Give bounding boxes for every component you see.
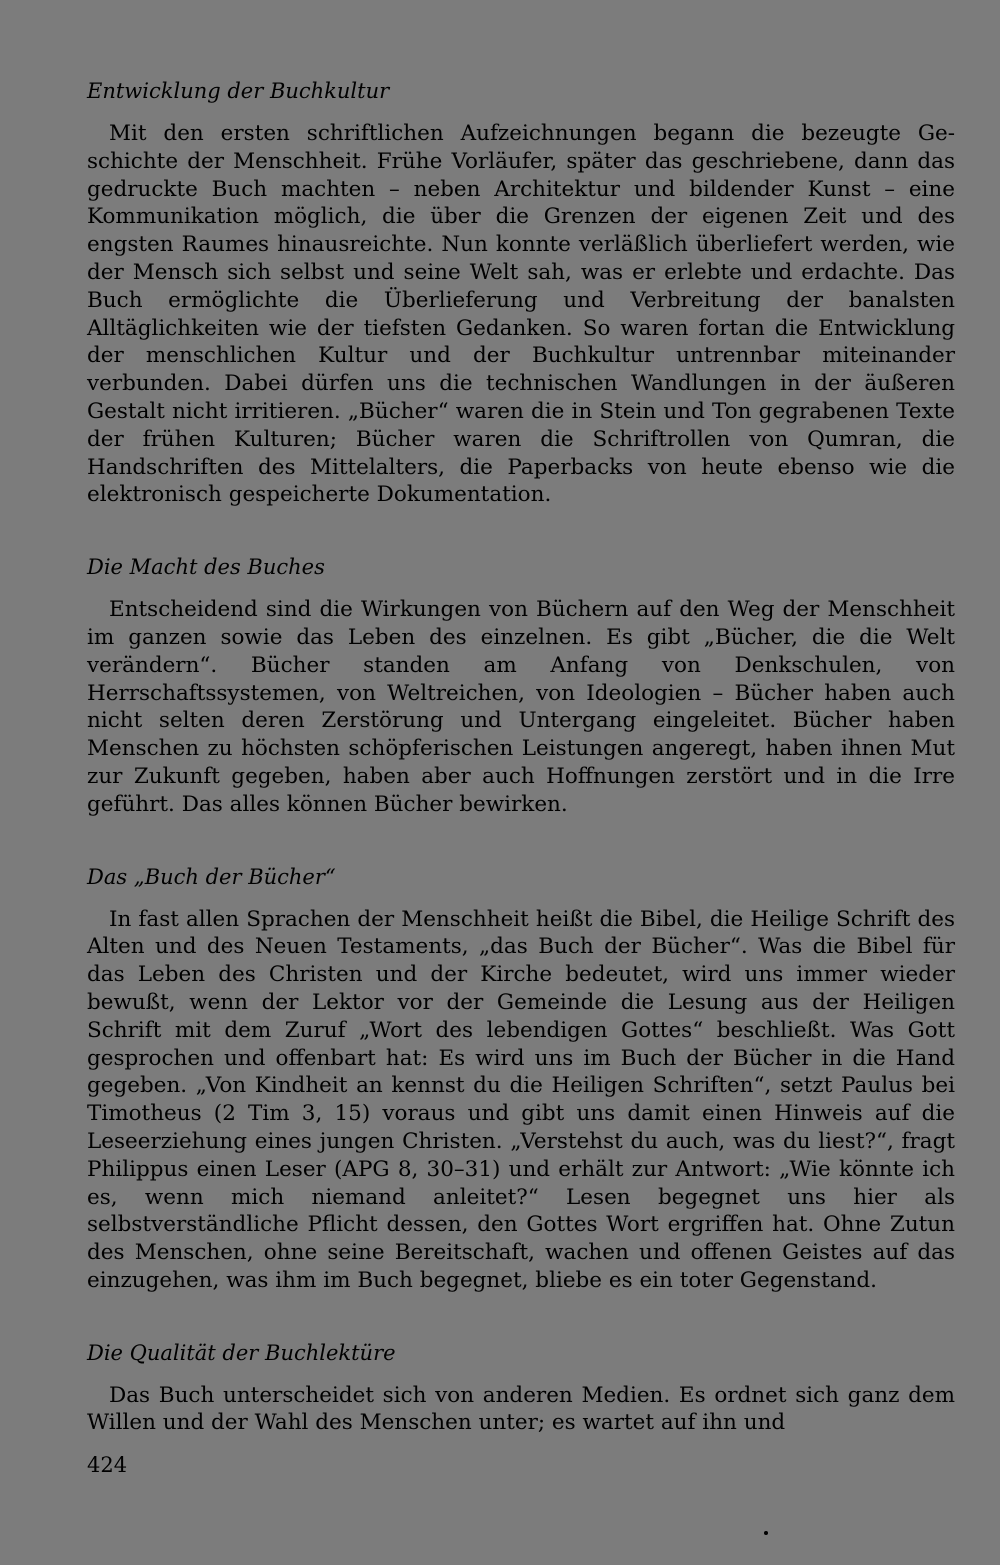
page-body	[87, 78, 955, 1437]
section-heading: Die Qualität der Buchlektüre	[87, 1340, 396, 1365]
section-paragraph: In fast allen Sprachen der Menschheit heißt die Bibel, die Heilige Schrift des Alten und des Neuen Testaments, „das Buch der Bücher“. Was die Bibel für das Leben des Christen und der Kirche bedeutet, wird uns immer wieder bewußt, wenn der Lektor vor der Gemeinde die Lesung aus der Heiligen Schrift mit dem Zuruf „Wort des lebendigen Gottes“ beschließt. Was Gott gesprochen und offenbart hat: Es wird uns im Buch der Bücher in die Hand gegeben. „Von Kindheit an kennst du die Heiligen Schriften“, setzt Paulus bei Timotheus (2 Tim 3, 15) voraus und gibt uns damit einen Hinweis auf die Leseerziehung eines jungen Christen. „Verstehst du auch, was du liest?“, fragt Philippus einen Leser (APG 8, 30–31) und erhält zur Antwort: „Wie könnte ich es, wenn mich niemand anleitet?“ Lesen begegnet uns hier als selbstverständliche Pflicht dessen, den Gottes Wort ergriffen hat. Ohne Zutun des Menschen, ohne seine Bereitschaft, wachen und offenen Geistes auf das einzugehen, was ihm im Buch begegnet, bliebe es ein toter Gegenstand.	[87, 906, 955, 1293]
section-qualitaet	[87, 1340, 955, 1438]
section-paragraph: Mit den ersten schriftlichen Aufzeichnungen begann die bezeugte Geschichte der Menschheit. Frühe Vorläufer, später das geschriebene, dann das gedruckte Buch machten – neben Architektur und bildender Kunst – eine Kommunikation möglich, die über die Grenzen der eigenen Zeit und des engsten Raumes hinausreichte. Nun konnte verläßlich überliefert werden, wie der Mensch sich selbst und seine Welt sah, was er erlebte und erdachte. Das Buch ermöglichte die Überlieferung und Verbreitung der banalsten Alltäglichkeiten wie der tiefsten Gedanken. So waren fortan die Entwicklung der menschlichen Kultur und der Buchkultur untrennbar miteinander verbunden. Dabei dürfen uns die technischen Wandlungen in der äußeren Gestalt nicht irritieren. „Bücher“ waren die in Stein und Ton gegrabenen Texte der frühen Kulturen; Bücher waren die Schriftrollen von Qumran, die Handschriften des Mittelalters, die Paperbacks von heute ebenso wie die elektronisch gespeicherte Dokumentation.	[87, 121, 955, 508]
scan-speck	[764, 1531, 768, 1535]
section-paragraph: Entscheidend sind die Wirkungen von Büchern auf den Weg der Menschheit im ganzen sowie das Leben des einzelnen. Es gibt „Bücher, die die Welt verändern“. Bücher standen am Anfang von Denkschulen, von Herrschaftssystemen, von Weltreichen, von Ideologien – Bücher haben auch nicht selten deren Zerstörung und Untergang eingeleitet. Bücher haben Menschen zu höchsten schöpferischen Leistungen angeregt, haben ihnen Mut zur Zukunft gegeben, haben aber auch Hoffnungen zerstört und in die Irre geführt. Das alles können Bücher bewirken.	[87, 597, 955, 817]
section-macht	[87, 554, 955, 818]
section-entwicklung	[87, 78, 955, 509]
section-heading: Die Macht des Buches	[87, 555, 325, 580]
page-number: 424	[87, 1453, 128, 1477]
section-heading: Entwicklung der Buchkultur	[87, 79, 390, 103]
section-heading: Das „Buch der Bücher“	[87, 864, 336, 889]
section-buch-der-buecher	[87, 864, 955, 1295]
section-paragraph: Das Buch unterscheidet sich von anderen Medien. Es ordnet sich ganz dem Willen und der Wahl des Menschen unter; es wartet auf ihn und	[87, 1382, 955, 1436]
